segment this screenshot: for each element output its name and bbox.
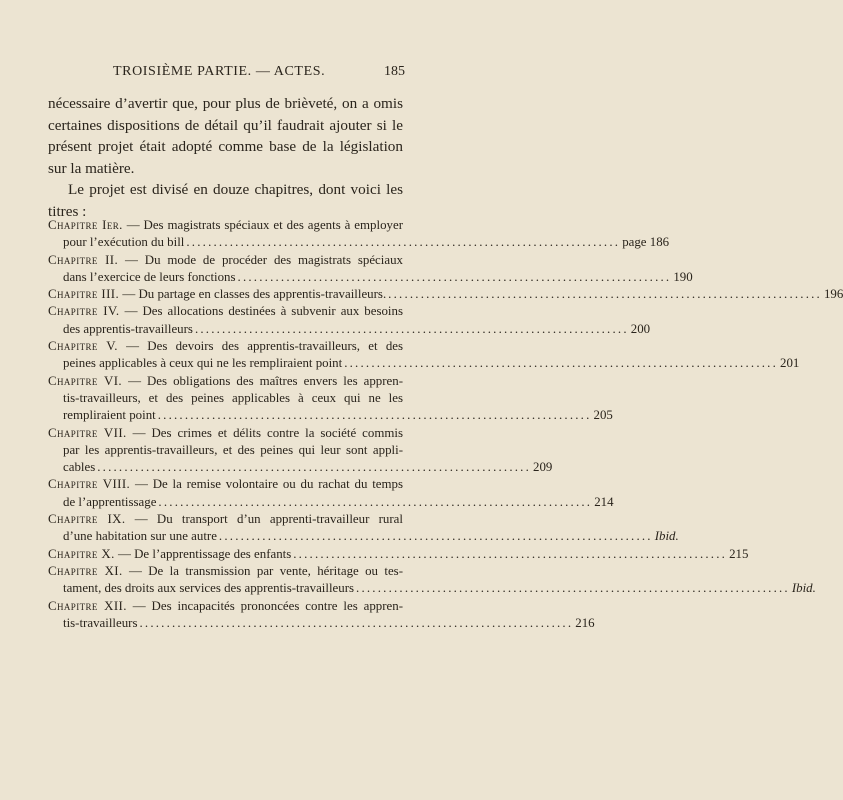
toc-chapter-label: Chapitre XII. <box>48 598 127 613</box>
toc-leader-dots: ................................................................................ <box>218 529 653 544</box>
toc-line <box>48 528 679 545</box>
toc-chapter-label: Chapitre IX. <box>48 512 126 527</box>
toc-leader-dots: ................................................................................ <box>237 269 672 284</box>
toc-title-last: rempliraient point <box>63 408 156 423</box>
toc-title-last: des apprentis-travailleurs <box>63 321 193 336</box>
toc-title-first: — Des obligations des maîtres envers les appren- <box>128 373 403 388</box>
toc-chapter-label: Chapitre X. <box>48 546 115 561</box>
toc-page-number: 201 <box>780 356 800 371</box>
toc-entry <box>48 286 843 303</box>
toc-title-first: — Des incapacités prononcées contre les appren- <box>132 598 403 613</box>
toc-leader-dots: ................................................................................ <box>356 581 790 596</box>
toc-page-number: 200 <box>630 321 651 336</box>
running-header <box>113 64 405 80</box>
toc-entry <box>48 598 595 633</box>
toc-title-last: tament, des droits aux services des apprentis-travailleurs <box>63 581 355 596</box>
toc-line <box>48 494 614 511</box>
toc-title-last: de l’apprentissage <box>63 494 157 509</box>
toc-line <box>48 303 403 320</box>
toc-leader-dots: ................................................................................ <box>97 460 532 475</box>
toc-entry <box>48 476 614 511</box>
toc-line <box>48 217 403 234</box>
toc-line <box>48 407 613 424</box>
toc-title-last: d’une habitation sur une autre <box>63 529 217 544</box>
toc-chapter-label: Chapitre II. <box>48 252 119 267</box>
toc-line-text <box>48 546 291 563</box>
toc-title-first: — De la remise volontaire ou du rachat du temps <box>135 477 403 492</box>
toc-line <box>48 234 670 251</box>
toc-title-first: — De la transmission par vente, héritage ou tes- <box>128 563 403 578</box>
toc-line <box>48 355 800 372</box>
toc-entry <box>48 425 553 477</box>
toc-page-number: 209 <box>533 460 553 475</box>
toc-chapter-label: Chapitre VI. <box>48 373 123 388</box>
page-number: 185 <box>384 64 405 79</box>
toc-page-number: page 186 <box>622 235 670 250</box>
toc-chapter-label: Chapitre IV. <box>48 304 120 319</box>
toc-line: tis-travailleurs, et des peines applicables à ceux qui ne les <box>63 390 403 405</box>
toc-leader-dots: ................................................................................ <box>186 235 621 250</box>
toc-line <box>48 511 403 528</box>
toc-title-last: tis-travailleurs <box>63 615 138 630</box>
toc-line <box>48 373 403 390</box>
intro-paragraph-1: nécessaire d’avertir que, pour plus de brièveté, on a omis certaines dispositions de détail qu’il faudrait ajouter si le présent projet était adopté comme base de la législation sur la matière. <box>48 95 403 177</box>
toc-page-number: 215 <box>729 546 749 561</box>
toc-leader-dots: ................................................................................ <box>344 356 779 371</box>
toc-chapter-label: Chapitre III. <box>48 287 120 302</box>
toc-page-number: 196 <box>823 287 843 302</box>
toc-entry <box>48 252 693 287</box>
toc-line <box>48 321 651 338</box>
toc-line <box>48 546 749 563</box>
toc-page-number: Ibid. <box>654 529 679 544</box>
toc-leader-dots: ................................................................................ <box>194 321 629 336</box>
toc-chapter-label: Chapitre XI. <box>48 563 123 578</box>
toc-line <box>48 580 816 597</box>
toc-line <box>48 615 595 632</box>
toc-chapter-label: Chapitre VII. <box>48 425 127 440</box>
intro-text <box>48 93 403 222</box>
toc-leader-dots: ................................................................................ <box>293 546 728 561</box>
toc-chapter-label: Chapitre VIII. <box>48 477 131 492</box>
toc-line <box>48 476 403 493</box>
toc-page-number: Ibid. <box>791 581 816 596</box>
running-title: TROISIÈME PARTIE. — ACTES. <box>113 64 326 79</box>
toc-entry <box>48 303 651 338</box>
toc-title-first: — Du transport d’un apprenti-travailleur rural <box>134 512 403 527</box>
toc-leader-dots: ................................................................................ <box>158 494 593 509</box>
toc-leader-dots: ................................................................................ <box>388 287 822 302</box>
toc-line-text <box>48 286 386 303</box>
toc-title-first: — Des crimes et délits contre la société commis <box>132 425 403 440</box>
toc-entry <box>48 217 670 252</box>
toc-line <box>48 252 403 269</box>
table-of-contents <box>48 217 843 632</box>
toc-page-number: 190 <box>673 269 693 284</box>
toc-leader-dots: ................................................................................ <box>157 408 592 423</box>
toc-title-first: — Du partage en classes des apprentis-travailleurs. <box>122 287 387 302</box>
toc-chapter-label: Chapitre Ier. <box>48 218 123 232</box>
toc-line <box>48 269 693 286</box>
toc-entry <box>48 563 816 598</box>
toc-line <box>48 563 403 580</box>
toc-page-number: 216 <box>575 615 595 630</box>
toc-page-number: 205 <box>593 408 613 423</box>
toc-entry <box>48 511 679 546</box>
intro-paragraph-2: Le projet est divisé en douze chapitres, dont voici les titres : <box>48 181 403 220</box>
toc-title-first: — De l’apprentissage des enfants <box>118 546 292 561</box>
toc-title-last: cables <box>63 460 96 475</box>
toc-title-first: — Des devoirs des apprentis-travailleurs, et des <box>126 339 403 354</box>
toc-line <box>48 286 843 303</box>
toc-title-last: dans l’exercice de leurs fonctions <box>63 269 236 284</box>
toc-chapter-label: Chapitre V. <box>48 339 118 354</box>
toc-title-last: peines applicables à ceux qui ne les rempliraient point <box>63 356 343 371</box>
toc-title-last: pour l’exécution du bill <box>63 235 185 250</box>
toc-line <box>48 459 553 476</box>
toc-leader-dots: ................................................................................ <box>139 615 574 630</box>
toc-title-first: — Des allocations destinées à subvenir aux besoins <box>124 304 403 319</box>
toc-entry <box>48 373 613 425</box>
toc-line <box>48 598 403 615</box>
toc-page-number: 214 <box>594 494 614 509</box>
toc-entry <box>48 546 749 563</box>
toc-line <box>48 338 403 355</box>
toc-entry <box>48 338 800 373</box>
toc-title-first: — Des magistrats spéciaux et des agents à employer <box>126 218 403 232</box>
toc-line: par les apprentis-travailleurs, et des peines qui leur sont appli- <box>63 442 403 457</box>
toc-line <box>48 425 403 442</box>
toc-title-first: — Du mode de procéder des magistrats spéciaux <box>124 252 403 267</box>
